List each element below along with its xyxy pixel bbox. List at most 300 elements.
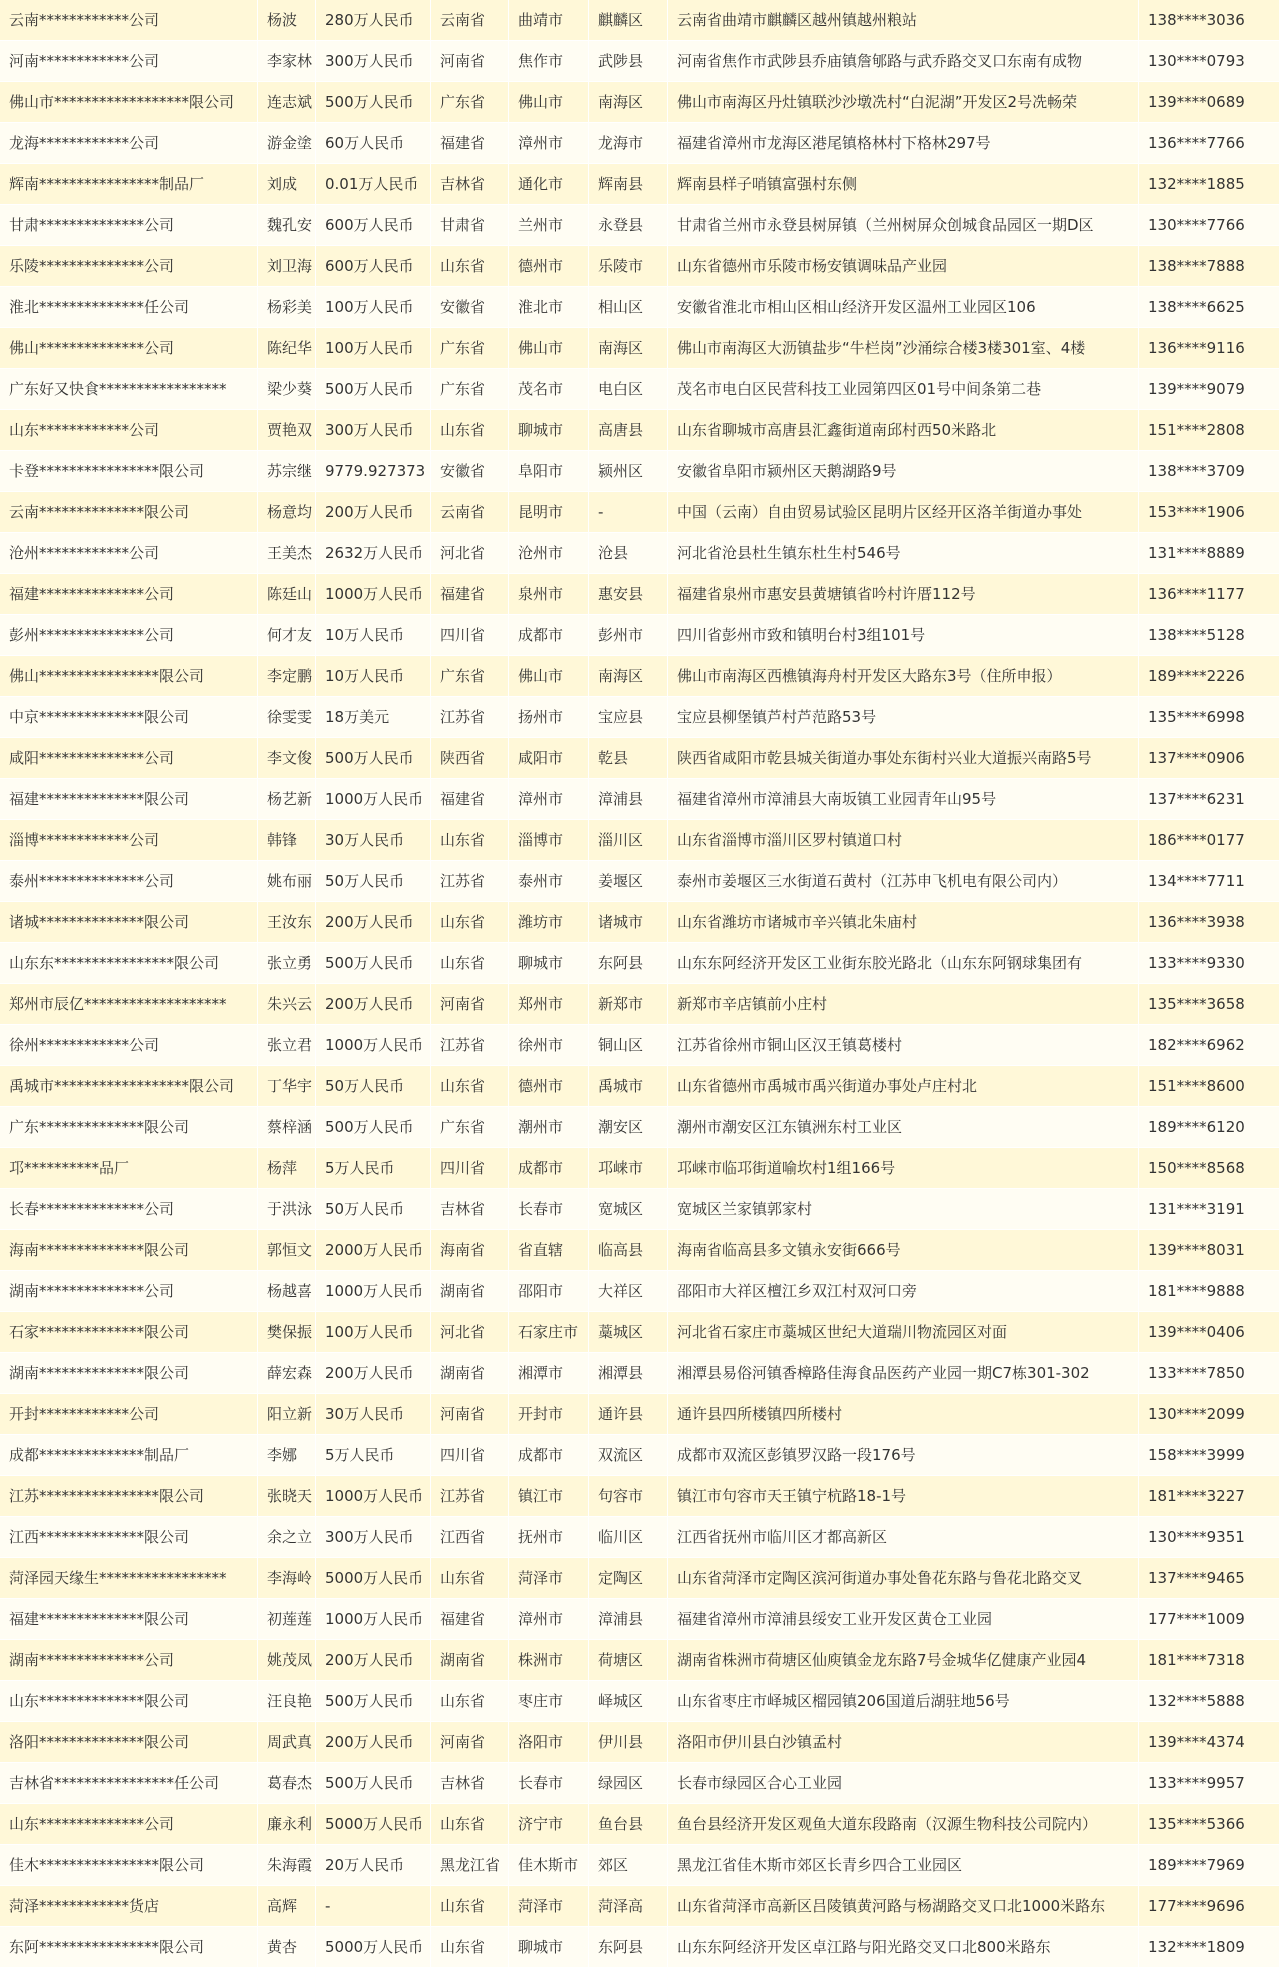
phone-cell: 181****9888 — [1139, 1271, 1280, 1311]
address-cell: 镇江市句容市天王镇宁杭路18-1号 — [668, 1476, 1139, 1516]
legal-person-cell: 魏孔安 — [258, 205, 316, 245]
city-cell: 洛阳市 — [509, 1722, 589, 1762]
district-cell: 菏泽高 — [589, 1886, 668, 1926]
phone-cell: 131****3191 — [1139, 1189, 1280, 1229]
city-cell: 聊城市 — [509, 1927, 589, 1967]
province-cell: 山东省 — [431, 902, 509, 942]
address-cell: 江苏省徐州市铜山区汉王镇葛楼村 — [668, 1025, 1139, 1065]
city-cell: 菏泽市 — [509, 1558, 589, 1598]
district-cell: 彭州市 — [589, 615, 668, 655]
legal-person-cell: 樊保振 — [258, 1312, 316, 1352]
company-name-cell: 福建**************公司 — [0, 574, 258, 614]
phone-cell: 189****7969 — [1139, 1845, 1280, 1885]
phone-cell: 181****3227 — [1139, 1476, 1280, 1516]
province-cell: 安徽省 — [431, 451, 509, 491]
registered-capital-cell: 2000万人民币 — [316, 1230, 431, 1270]
company-name-cell: 菏泽园天缘生***************** — [0, 1558, 258, 1598]
address-cell: 潮州市潮安区江东镇洲东村工业区 — [668, 1107, 1139, 1147]
city-cell: 菏泽市 — [509, 1886, 589, 1926]
city-cell: 潮州市 — [509, 1107, 589, 1147]
table-row — [0, 287, 1280, 328]
legal-person-cell: 杨艺新 — [258, 779, 316, 819]
registered-capital-cell: 100万人民币 — [316, 287, 431, 327]
phone-cell: 138****5128 — [1139, 615, 1280, 655]
district-cell: 禹城市 — [589, 1066, 668, 1106]
company-name-cell: 湖南**************公司 — [0, 1271, 258, 1311]
province-cell: 四川省 — [431, 1435, 509, 1475]
province-cell: 广东省 — [431, 82, 509, 122]
company-name-cell: 湖南**************限公司 — [0, 1353, 258, 1393]
company-name-cell: 云南**************限公司 — [0, 492, 258, 532]
district-cell: 鱼台县 — [589, 1804, 668, 1844]
registered-capital-cell: 300万人民币 — [316, 410, 431, 450]
phone-cell: 132****1809 — [1139, 1927, 1280, 1967]
province-cell: 广东省 — [431, 656, 509, 696]
district-cell: 永登县 — [589, 205, 668, 245]
address-cell: 福建省漳州市龙海区港尾镇格林村下格林297号 — [668, 123, 1139, 163]
city-cell: 阜阳市 — [509, 451, 589, 491]
legal-person-cell: 张立君 — [258, 1025, 316, 1065]
registered-capital-cell: 50万人民币 — [316, 1066, 431, 1106]
city-cell: 淄博市 — [509, 820, 589, 860]
province-cell: 陕西省 — [431, 738, 509, 778]
registered-capital-cell: 200万人民币 — [316, 1640, 431, 1680]
phone-cell: 177****9696 — [1139, 1886, 1280, 1926]
registered-capital-cell: 5000万人民币 — [316, 1804, 431, 1844]
city-cell: 泰州市 — [509, 861, 589, 901]
address-cell: 福建省泉州市惠安县黄塘镇省吟村许厝112号 — [668, 574, 1139, 614]
table-row — [0, 1886, 1280, 1927]
table-row — [0, 1517, 1280, 1558]
registered-capital-cell: 1000万人民币 — [316, 1476, 431, 1516]
district-cell: 新郑市 — [589, 984, 668, 1024]
district-cell: 淄川区 — [589, 820, 668, 860]
address-cell: 江西省抚州市临川区才都高新区 — [668, 1517, 1139, 1557]
district-cell: 临高县 — [589, 1230, 668, 1270]
province-cell: 河南省 — [431, 1394, 509, 1434]
city-cell: 佛山市 — [509, 328, 589, 368]
district-cell: 宝应县 — [589, 697, 668, 737]
registered-capital-cell: 2632万人民币 — [316, 533, 431, 573]
phone-cell: 189****6120 — [1139, 1107, 1280, 1147]
legal-person-cell: 杨萍 — [258, 1148, 316, 1188]
legal-person-cell: 梁少葵 — [258, 369, 316, 409]
address-cell: 山东省菏泽市高新区吕陵镇黄河路与杨湖路交叉口北1000米路东 — [668, 1886, 1139, 1926]
registered-capital-cell: 500万人民币 — [316, 369, 431, 409]
address-cell: 海南省临高县多文镇永安街666号 — [668, 1230, 1139, 1270]
table-row — [0, 492, 1280, 533]
company-name-cell: 徐州************公司 — [0, 1025, 258, 1065]
address-cell: 云南省曲靖市麒麟区越州镇越州粮站 — [668, 0, 1139, 40]
city-cell: 昆明市 — [509, 492, 589, 532]
table-row — [0, 1722, 1280, 1763]
table-row — [0, 1230, 1280, 1271]
table-row — [0, 1394, 1280, 1435]
table-row — [0, 1435, 1280, 1476]
district-cell: 辉南县 — [589, 164, 668, 204]
city-cell: 德州市 — [509, 246, 589, 286]
legal-person-cell: 张晓天 — [258, 1476, 316, 1516]
legal-person-cell: 郭恒文 — [258, 1230, 316, 1270]
address-cell: 安徽省淮北市相山区相山经济开发区温州工业园区106 — [668, 287, 1139, 327]
legal-person-cell: 贾艳双 — [258, 410, 316, 450]
address-cell: 洛阳市伊川县白沙镇孟村 — [668, 1722, 1139, 1762]
registered-capital-cell: 600万人民币 — [316, 205, 431, 245]
district-cell: 漳浦县 — [589, 1599, 668, 1639]
district-cell: 湘潭县 — [589, 1353, 668, 1393]
table-row — [0, 779, 1280, 820]
phone-cell: 138****7888 — [1139, 246, 1280, 286]
table-row — [0, 1845, 1280, 1886]
table-row — [0, 902, 1280, 943]
table-row — [0, 1148, 1280, 1189]
legal-person-cell: 姚布丽 — [258, 861, 316, 901]
table-row — [0, 41, 1280, 82]
address-cell: 山东省枣庄市峄城区榴园镇206国道后湖驻地56号 — [668, 1681, 1139, 1721]
table-row — [0, 451, 1280, 492]
registered-capital-cell: 30万人民币 — [316, 820, 431, 860]
city-cell: 镇江市 — [509, 1476, 589, 1516]
company-name-cell: 乐陵**************公司 — [0, 246, 258, 286]
company-name-cell: 禹城市******************限公司 — [0, 1066, 258, 1106]
registered-capital-cell: 500万人民币 — [316, 738, 431, 778]
company-name-cell: 佛山****************限公司 — [0, 656, 258, 696]
province-cell: 四川省 — [431, 1148, 509, 1188]
legal-person-cell: 刘成 — [258, 164, 316, 204]
registered-capital-cell: 5000万人民币 — [316, 1927, 431, 1967]
company-name-cell: 山东东****************限公司 — [0, 943, 258, 983]
phone-cell: 139****0689 — [1139, 82, 1280, 122]
legal-person-cell: 何才友 — [258, 615, 316, 655]
city-cell: 漳州市 — [509, 123, 589, 163]
province-cell: 吉林省 — [431, 1763, 509, 1803]
address-cell: 中国（云南）自由贸易试验区昆明片区经开区洛羊街道办事处 — [668, 492, 1139, 532]
address-cell: 佛山市南海区西樵镇海舟村开发区大路东3号（住所申报） — [668, 656, 1139, 696]
table-row — [0, 1640, 1280, 1681]
province-cell: 甘肃省 — [431, 205, 509, 245]
city-cell: 通化市 — [509, 164, 589, 204]
company-name-cell: 开封************公司 — [0, 1394, 258, 1434]
phone-cell: 136****1177 — [1139, 574, 1280, 614]
city-cell: 石家庄市 — [509, 1312, 589, 1352]
legal-person-cell: 连志斌 — [258, 82, 316, 122]
company-name-cell: 佛山市******************限公司 — [0, 82, 258, 122]
phone-cell: 138****3036 — [1139, 0, 1280, 40]
legal-person-cell: 姚茂凤 — [258, 1640, 316, 1680]
legal-person-cell: 李娜 — [258, 1435, 316, 1475]
province-cell: 湖南省 — [431, 1640, 509, 1680]
phone-cell: 137****0906 — [1139, 738, 1280, 778]
registered-capital-cell: 50万人民币 — [316, 1189, 431, 1229]
company-name-cell: 卡登****************限公司 — [0, 451, 258, 491]
province-cell: 福建省 — [431, 779, 509, 819]
address-cell: 新郑市辛店镇前小庄村 — [668, 984, 1139, 1024]
address-cell: 宽城区兰家镇郭家村 — [668, 1189, 1139, 1229]
address-cell: 福建省漳州市漳浦县绥安工业开发区黄仓工业园 — [668, 1599, 1139, 1639]
province-cell: 海南省 — [431, 1230, 509, 1270]
district-cell: 通许县 — [589, 1394, 668, 1434]
address-cell: 长春市绿园区合心工业园 — [668, 1763, 1139, 1803]
table-row — [0, 820, 1280, 861]
legal-person-cell: 李定鹏 — [258, 656, 316, 696]
company-name-cell: 郑州市辰亿******************* — [0, 984, 258, 1024]
province-cell: 云南省 — [431, 492, 509, 532]
table-row — [0, 1558, 1280, 1599]
registered-capital-cell: 5万人民币 — [316, 1435, 431, 1475]
province-cell: 福建省 — [431, 1599, 509, 1639]
province-cell: 山东省 — [431, 410, 509, 450]
registered-capital-cell: 30万人民币 — [316, 1394, 431, 1434]
registered-capital-cell: 500万人民币 — [316, 1763, 431, 1803]
district-cell: 高唐县 — [589, 410, 668, 450]
district-cell: 漳浦县 — [589, 779, 668, 819]
table-row — [0, 533, 1280, 574]
registered-capital-cell: 18万美元 — [316, 697, 431, 737]
registered-capital-cell: 10万人民币 — [316, 656, 431, 696]
province-cell: 黑龙江省 — [431, 1845, 509, 1885]
district-cell: 电白区 — [589, 369, 668, 409]
address-cell: 四川省彭州市致和镇明台村3组101号 — [668, 615, 1139, 655]
legal-person-cell: 韩锋 — [258, 820, 316, 860]
phone-cell: 189****2226 — [1139, 656, 1280, 696]
district-cell: 南海区 — [589, 656, 668, 696]
legal-person-cell: 王汝东 — [258, 902, 316, 942]
phone-cell: 186****0177 — [1139, 820, 1280, 860]
registered-capital-cell: 1000万人民币 — [316, 1599, 431, 1639]
registered-capital-cell: 5000万人民币 — [316, 1558, 431, 1598]
address-cell: 陕西省咸阳市乾县城关街道办事处东街村兴业大道振兴南路5号 — [668, 738, 1139, 778]
table-row — [0, 1107, 1280, 1148]
table-row — [0, 697, 1280, 738]
address-cell: 黑龙江省佳木斯市郊区长青乡四合工业园区 — [668, 1845, 1139, 1885]
legal-person-cell: 苏宗继 — [258, 451, 316, 491]
registered-capital-cell: 600万人民币 — [316, 246, 431, 286]
registered-capital-cell: 200万人民币 — [316, 984, 431, 1024]
table-row — [0, 123, 1280, 164]
district-cell: 南海区 — [589, 328, 668, 368]
province-cell: 江苏省 — [431, 697, 509, 737]
address-cell: 山东省淄博市淄川区罗村镇道口村 — [668, 820, 1139, 860]
province-cell: 山东省 — [431, 1886, 509, 1926]
registered-capital-cell: 200万人民币 — [316, 492, 431, 532]
phone-cell: 136****3938 — [1139, 902, 1280, 942]
district-cell: 南海区 — [589, 82, 668, 122]
company-name-cell: 彭州**************公司 — [0, 615, 258, 655]
registered-capital-cell: 200万人民币 — [316, 1353, 431, 1393]
address-cell: 山东省潍坊市诸城市辛兴镇北朱庙村 — [668, 902, 1139, 942]
province-cell: 吉林省 — [431, 1189, 509, 1229]
province-cell: 山东省 — [431, 1681, 509, 1721]
table-row — [0, 861, 1280, 902]
district-cell: 郊区 — [589, 1845, 668, 1885]
province-cell: 江苏省 — [431, 1476, 509, 1516]
address-cell: 湘潭县易俗河镇香樟路佳海食品医药产业园一期C7栋301-302 — [668, 1353, 1139, 1393]
registered-capital-cell: 60万人民币 — [316, 123, 431, 163]
registered-capital-cell: 500万人民币 — [316, 943, 431, 983]
city-cell: 泉州市 — [509, 574, 589, 614]
company-name-cell: 广东好又快食***************** — [0, 369, 258, 409]
province-cell: 江苏省 — [431, 861, 509, 901]
address-cell: 成都市双流区彭镇罗汉路一段176号 — [668, 1435, 1139, 1475]
registered-capital-cell: 20万人民币 — [316, 1845, 431, 1885]
address-cell: 辉南县样子哨镇富强村东侧 — [668, 164, 1139, 204]
legal-person-cell: 杨越喜 — [258, 1271, 316, 1311]
address-cell: 湖南省株洲市荷塘区仙庾镇金龙东路7号金城华亿健康产业园4 — [668, 1640, 1139, 1680]
legal-person-cell: 阳立新 — [258, 1394, 316, 1434]
province-cell: 安徽省 — [431, 287, 509, 327]
city-cell: 扬州市 — [509, 697, 589, 737]
phone-cell: 134****7711 — [1139, 861, 1280, 901]
registered-capital-cell: 1000万人民币 — [316, 1271, 431, 1311]
city-cell: 成都市 — [509, 615, 589, 655]
company-name-cell: 淄博************公司 — [0, 820, 258, 860]
address-cell: 河北省沧县杜生镇东杜生村546号 — [668, 533, 1139, 573]
phone-cell: 177****1009 — [1139, 1599, 1280, 1639]
city-cell: 佛山市 — [509, 82, 589, 122]
province-cell: 四川省 — [431, 615, 509, 655]
company-name-cell: 泰州**************公司 — [0, 861, 258, 901]
company-name-cell: 沧州************公司 — [0, 533, 258, 573]
city-cell: 省直辖 — [509, 1230, 589, 1270]
province-cell: 湖南省 — [431, 1353, 509, 1393]
phone-cell: 153****1906 — [1139, 492, 1280, 532]
province-cell: 福建省 — [431, 574, 509, 614]
table-row — [0, 615, 1280, 656]
province-cell: 江西省 — [431, 1517, 509, 1557]
province-cell: 湖南省 — [431, 1271, 509, 1311]
phone-cell: 132****1885 — [1139, 164, 1280, 204]
legal-person-cell: 朱兴云 — [258, 984, 316, 1024]
registered-capital-cell: 50万人民币 — [316, 861, 431, 901]
legal-person-cell: 汪良艳 — [258, 1681, 316, 1721]
company-name-cell: 甘肃**************公司 — [0, 205, 258, 245]
city-cell: 湘潭市 — [509, 1353, 589, 1393]
address-cell: 福建省漳州市漳浦县大南坂镇工业园青年山95号 — [668, 779, 1139, 819]
legal-person-cell: 李家林 — [258, 41, 316, 81]
company-name-cell: 福建**************限公司 — [0, 779, 258, 819]
legal-person-cell: 周武真 — [258, 1722, 316, 1762]
company-name-cell: 咸阳**************公司 — [0, 738, 258, 778]
city-cell: 长春市 — [509, 1763, 589, 1803]
table-row — [0, 1927, 1280, 1968]
registered-capital-cell: 200万人民币 — [316, 902, 431, 942]
company-name-cell: 广东**************限公司 — [0, 1107, 258, 1147]
province-cell: 河南省 — [431, 984, 509, 1024]
phone-cell: 130****9351 — [1139, 1517, 1280, 1557]
phone-cell: 133****9957 — [1139, 1763, 1280, 1803]
city-cell: 淮北市 — [509, 287, 589, 327]
phone-cell: 130****0793 — [1139, 41, 1280, 81]
legal-person-cell: 廉永利 — [258, 1804, 316, 1844]
district-cell: 荷塘区 — [589, 1640, 668, 1680]
city-cell: 成都市 — [509, 1148, 589, 1188]
table-row — [0, 656, 1280, 697]
legal-person-cell: 游金塗 — [258, 123, 316, 163]
phone-cell: 138****3709 — [1139, 451, 1280, 491]
phone-cell: 136****7766 — [1139, 123, 1280, 163]
legal-person-cell: 王美杰 — [258, 533, 316, 573]
company-name-cell: 菏泽************货店 — [0, 1886, 258, 1926]
table-row — [0, 246, 1280, 287]
phone-cell: 151****8600 — [1139, 1066, 1280, 1106]
company-name-cell: 洛阳**************限公司 — [0, 1722, 258, 1762]
province-cell: 江苏省 — [431, 1025, 509, 1065]
table-row — [0, 1763, 1280, 1804]
phone-cell: 139****9079 — [1139, 369, 1280, 409]
company-name-cell: 佳木****************限公司 — [0, 1845, 258, 1885]
city-cell: 漳州市 — [509, 1599, 589, 1639]
province-cell: 河北省 — [431, 533, 509, 573]
city-cell: 株洲市 — [509, 1640, 589, 1680]
city-cell: 聊城市 — [509, 943, 589, 983]
phone-cell: 139****0406 — [1139, 1312, 1280, 1352]
registered-capital-cell: 500万人民币 — [316, 82, 431, 122]
district-cell: 麒麟区 — [589, 0, 668, 40]
address-cell: 山东省德州市乐陵市杨安镇调味品产业园 — [668, 246, 1139, 286]
address-cell: 山东省德州市禹城市禹兴街道办事处卢庄村北 — [668, 1066, 1139, 1106]
legal-person-cell: 葛春杰 — [258, 1763, 316, 1803]
province-cell: 吉林省 — [431, 164, 509, 204]
district-cell: 双流区 — [589, 1435, 668, 1475]
phone-cell: 151****2808 — [1139, 410, 1280, 450]
company-name-cell: 江苏****************限公司 — [0, 1476, 258, 1516]
table-row — [0, 738, 1280, 779]
table-row — [0, 205, 1280, 246]
table-row — [0, 984, 1280, 1025]
table-row — [0, 0, 1280, 41]
legal-person-cell: 余之立 — [258, 1517, 316, 1557]
phone-cell: 130****2099 — [1139, 1394, 1280, 1434]
company-name-cell: 吉林省****************任公司 — [0, 1763, 258, 1803]
city-cell: 兰州市 — [509, 205, 589, 245]
district-cell: 邛崃市 — [589, 1148, 668, 1188]
city-cell: 开封市 — [509, 1394, 589, 1434]
company-name-cell: 辉南****************制品厂 — [0, 164, 258, 204]
company-name-cell: 东阿****************限公司 — [0, 1927, 258, 1967]
district-cell: 东阿县 — [589, 1927, 668, 1967]
province-cell: 云南省 — [431, 0, 509, 40]
address-cell: 通许县四所楼镇四所楼村 — [668, 1394, 1139, 1434]
registered-capital-cell: 9779.927373 — [316, 451, 431, 491]
table-row — [0, 82, 1280, 123]
address-cell: 河北省石家庄市藁城区世纪大道瑞川物流园区对面 — [668, 1312, 1139, 1352]
legal-person-cell: 杨意均 — [258, 492, 316, 532]
company-name-cell: 诸城**************限公司 — [0, 902, 258, 942]
company-name-cell: 山东**************公司 — [0, 1804, 258, 1844]
district-cell: 宽城区 — [589, 1189, 668, 1229]
address-cell: 鱼台县经济开发区观鱼大道东段路南（汉源生物科技公司院内） — [668, 1804, 1139, 1844]
province-cell: 山东省 — [431, 820, 509, 860]
district-cell: 乐陵市 — [589, 246, 668, 286]
legal-person-cell: 李文俊 — [258, 738, 316, 778]
province-cell: 山东省 — [431, 1927, 509, 1967]
city-cell: 郑州市 — [509, 984, 589, 1024]
district-cell: 铜山区 — [589, 1025, 668, 1065]
city-cell: 徐州市 — [509, 1025, 589, 1065]
legal-person-cell: 刘卫海 — [258, 246, 316, 286]
legal-person-cell: 陈纪华 — [258, 328, 316, 368]
city-cell: 抚州市 — [509, 1517, 589, 1557]
address-cell: 山东省聊城市高唐县汇鑫街道南邱村西50米路北 — [668, 410, 1139, 450]
address-cell: 邵阳市大祥区檀江乡双江村双河口旁 — [668, 1271, 1139, 1311]
registered-capital-cell: 1000万人民币 — [316, 574, 431, 614]
company-name-cell: 河南************公司 — [0, 41, 258, 81]
table-row — [0, 1599, 1280, 1640]
city-cell: 枣庄市 — [509, 1681, 589, 1721]
city-cell: 佳木斯市 — [509, 1845, 589, 1885]
company-name-cell: 龙海************公司 — [0, 123, 258, 163]
district-cell: 姜堰区 — [589, 861, 668, 901]
